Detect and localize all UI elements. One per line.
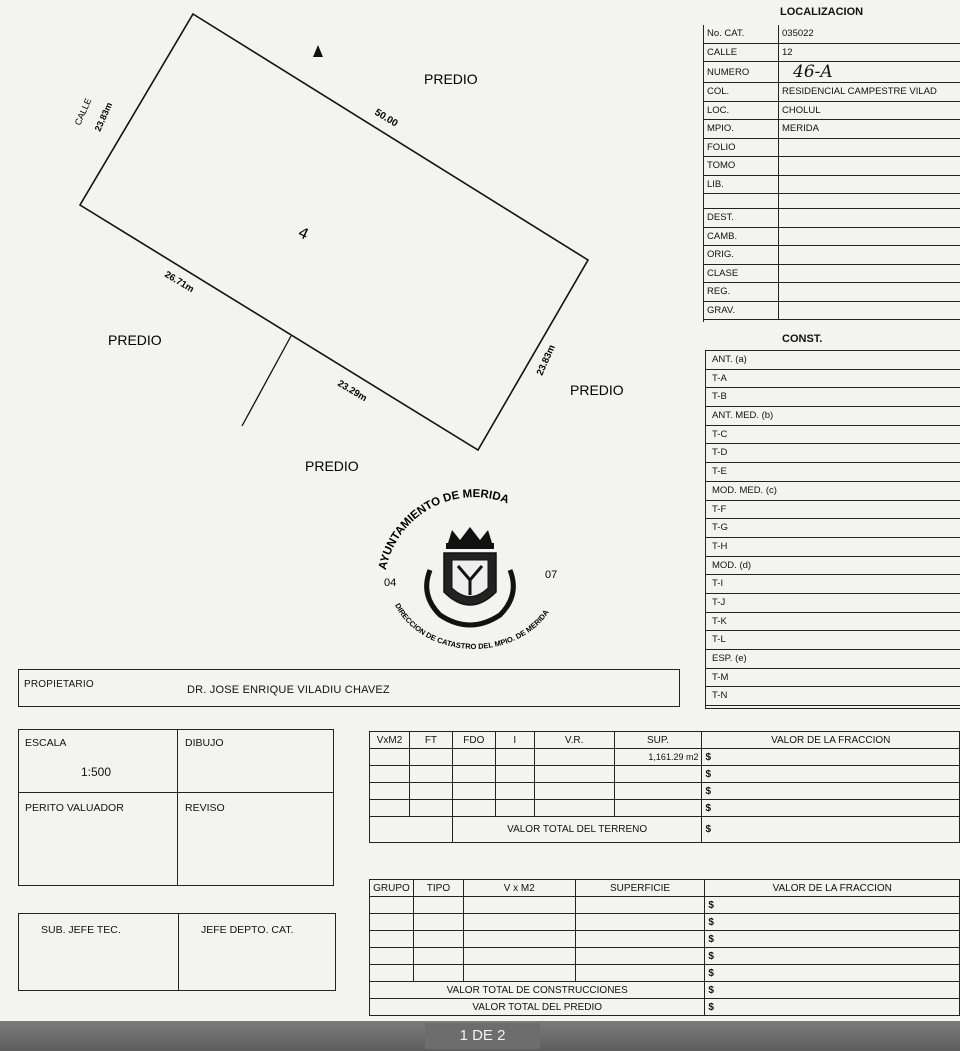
loc-key: NUMERO: [704, 62, 779, 83]
seal-left-num: 04: [384, 577, 397, 589]
const-row: T-D: [706, 444, 960, 463]
construcciones-total-row: [370, 982, 960, 999]
lot-plan: [0, 0, 700, 660]
loc-row: [704, 101, 960, 120]
seal-bottom-text: DIRECCION DE CATASTRO DEL MPIO. DE MERIDA: [393, 601, 551, 652]
construcciones-header: GRUPO: [370, 880, 414, 897]
const-row: T-C: [706, 426, 960, 445]
loc-row: [704, 25, 960, 43]
edge-left-measure: 23.83m: [92, 100, 115, 133]
reviso-label: REVISO: [185, 802, 225, 814]
const-row: MOD. (d): [706, 557, 960, 576]
const-row: T-B: [706, 388, 960, 407]
loc-value: RESIDENCIAL CAMPESTRE VILAD: [779, 83, 960, 102]
loc-key: ORIG.: [704, 246, 779, 265]
loc-key: LIB.: [704, 175, 779, 194]
loc-row: [704, 283, 960, 302]
loc-row: [704, 246, 960, 265]
const-row: ANT. MED. (b): [706, 407, 960, 426]
terreno-total-label: VALOR TOTAL DEL TERRENO: [452, 817, 702, 843]
jefes-box: [18, 913, 336, 991]
loc-row: [704, 43, 960, 62]
sup-value: 1,161.29 m2: [614, 749, 702, 766]
lot-outline: [80, 14, 588, 450]
construcciones-table: [369, 879, 960, 1016]
currency-sign: $: [705, 948, 960, 965]
currency-sign: $: [705, 931, 960, 948]
terreno-header: SUP.: [614, 732, 702, 749]
loc-value: CHOLUL: [779, 101, 960, 120]
currency-sign: $: [705, 914, 960, 931]
dibujo-label: DIBUJO: [185, 737, 224, 749]
perito-label: PERITO VALUADOR: [25, 802, 124, 814]
edge-bottom-measure: 23.29m: [335, 378, 369, 405]
const-row: T-N: [706, 687, 960, 706]
coat-of-arms-icon: [427, 527, 514, 625]
construcciones-row: [370, 948, 960, 965]
calle-label: CALLE: [72, 96, 94, 127]
north-marker-icon: [313, 45, 323, 57]
const-title: CONST.: [782, 333, 823, 345]
lot-number: 4: [295, 223, 312, 244]
currency-sign: $: [705, 999, 960, 1016]
loc-key: FOLIO: [704, 138, 779, 157]
loc-key: GRAV.: [704, 301, 779, 320]
currency-sign: $: [705, 897, 960, 914]
currency-sign: $: [705, 982, 960, 999]
const-row: T-A: [706, 370, 960, 389]
terreno-row: [370, 800, 960, 817]
edge-top-measure: 50.00: [372, 107, 400, 130]
loc-key: CAMB.: [704, 227, 779, 246]
loc-value: 035022: [779, 25, 960, 43]
loc-key: LOC.: [704, 101, 779, 120]
loc-row: [704, 62, 960, 83]
construcciones-header: VALOR DE LA FRACCION: [705, 880, 960, 897]
currency-sign: $: [702, 783, 960, 800]
loc-value: [779, 246, 960, 265]
loc-value: [779, 175, 960, 194]
loc-row: [704, 157, 960, 176]
propietario-value: DR. JOSE ENRIQUE VILADIU CHAVEZ: [187, 684, 390, 696]
const-row: T-H: [706, 538, 960, 557]
const-row: T-G: [706, 519, 960, 538]
loc-value: 12: [779, 43, 960, 62]
loc-key: CLASE: [704, 264, 779, 283]
terreno-row: [370, 783, 960, 800]
escala-value: 1:500: [81, 765, 112, 779]
terreno-header: VxM2: [370, 732, 410, 749]
terreno-header: VALOR DE LA FRACCION: [702, 732, 960, 749]
propietario-label: PROPIETARIO: [24, 679, 94, 690]
loc-value: [779, 283, 960, 302]
loc-row: [704, 227, 960, 246]
seal-top-text: AYUNTAMIENTO DE MERIDA: [376, 488, 511, 571]
propietario-box: [18, 669, 680, 707]
const-row: T-K: [706, 613, 960, 632]
escala-box: [18, 729, 334, 886]
terreno-row: [370, 749, 960, 766]
division-line: [242, 336, 291, 426]
currency-sign: $: [702, 749, 960, 766]
jefe-label: JEFE DEPTO. CAT.: [201, 924, 294, 936]
loc-key: CALLE: [704, 43, 779, 62]
construcciones-row: [370, 914, 960, 931]
neighbor-left: PREDIO: [108, 332, 162, 348]
loc-value: MERIDA: [779, 120, 960, 139]
loc-value: [779, 157, 960, 176]
terreno-header: FT: [409, 732, 452, 749]
const-row: ANT. (a): [706, 351, 960, 370]
loc-value: 46-A: [779, 62, 960, 83]
const-row: T-F: [706, 501, 960, 520]
construcciones-total-label: VALOR TOTAL DE CONSTRUCCIONES: [370, 982, 705, 999]
construcciones-header: SUPERFICIE: [575, 880, 705, 897]
loc-row: [704, 120, 960, 139]
currency-sign: $: [702, 817, 960, 843]
loc-row: [704, 175, 960, 194]
currency-sign: $: [702, 800, 960, 817]
loc-row: [704, 301, 960, 320]
localizacion-table: [703, 25, 960, 322]
neighbor-right: PREDIO: [570, 382, 624, 398]
loc-value: [779, 209, 960, 228]
terreno-row: [370, 766, 960, 783]
construcciones-row: [370, 931, 960, 948]
escala-label: ESCALA: [25, 737, 67, 749]
loc-key: REG.: [704, 283, 779, 302]
const-row: MOD. MED. (c): [706, 482, 960, 501]
terreno-header: V.R.: [534, 732, 614, 749]
predio-total-row: [370, 999, 960, 1016]
const-row: T-I: [706, 575, 960, 594]
loc-row: [704, 264, 960, 283]
terreno-header: I: [495, 732, 534, 749]
loc-key: DEST.: [704, 209, 779, 228]
currency-sign: $: [705, 965, 960, 982]
const-row: ESP. (e): [706, 650, 960, 669]
construcciones-header: V x M2: [463, 880, 575, 897]
localizacion-title: LOCALIZACION: [780, 6, 864, 18]
const-row: T-J: [706, 594, 960, 613]
seal-right-num: 07: [545, 569, 558, 581]
municipal-seal: [377, 488, 557, 651]
loc-key: COL.: [704, 83, 779, 102]
predio-total-label: VALOR TOTAL DEL PREDIO: [370, 999, 705, 1016]
subjefe-label: SUB. JEFE TEC.: [41, 924, 121, 936]
edge-bottom-left-measure: 26.71m: [162, 269, 196, 296]
loc-key: TOMO: [704, 157, 779, 176]
loc-key: MPIO.: [704, 120, 779, 139]
page-indicator[interactable]: 1 DE 2: [425, 1023, 540, 1049]
neighbor-bottom: PREDIO: [305, 458, 359, 474]
loc-value: [779, 227, 960, 246]
currency-sign: $: [702, 766, 960, 783]
construcciones-row: [370, 965, 960, 982]
loc-value: [779, 138, 960, 157]
loc-row: [704, 83, 960, 102]
terreno-total-row: [370, 817, 960, 843]
loc-value: [779, 264, 960, 283]
const-row: T-M: [706, 669, 960, 688]
construcciones-header: TIPO: [413, 880, 463, 897]
const-row: T-L: [706, 631, 960, 650]
loc-row: [704, 138, 960, 157]
terreno-header: FDO: [452, 732, 495, 749]
const-table: [705, 350, 960, 709]
construcciones-row: [370, 897, 960, 914]
edge-right-measure: 23.83m: [534, 343, 558, 378]
loc-value: [779, 301, 960, 320]
loc-row: [704, 209, 960, 228]
const-row: T-E: [706, 463, 960, 482]
loc-key: No. CAT.: [704, 25, 779, 43]
neighbor-top: PREDIO: [424, 71, 478, 87]
terreno-table: [369, 731, 960, 843]
